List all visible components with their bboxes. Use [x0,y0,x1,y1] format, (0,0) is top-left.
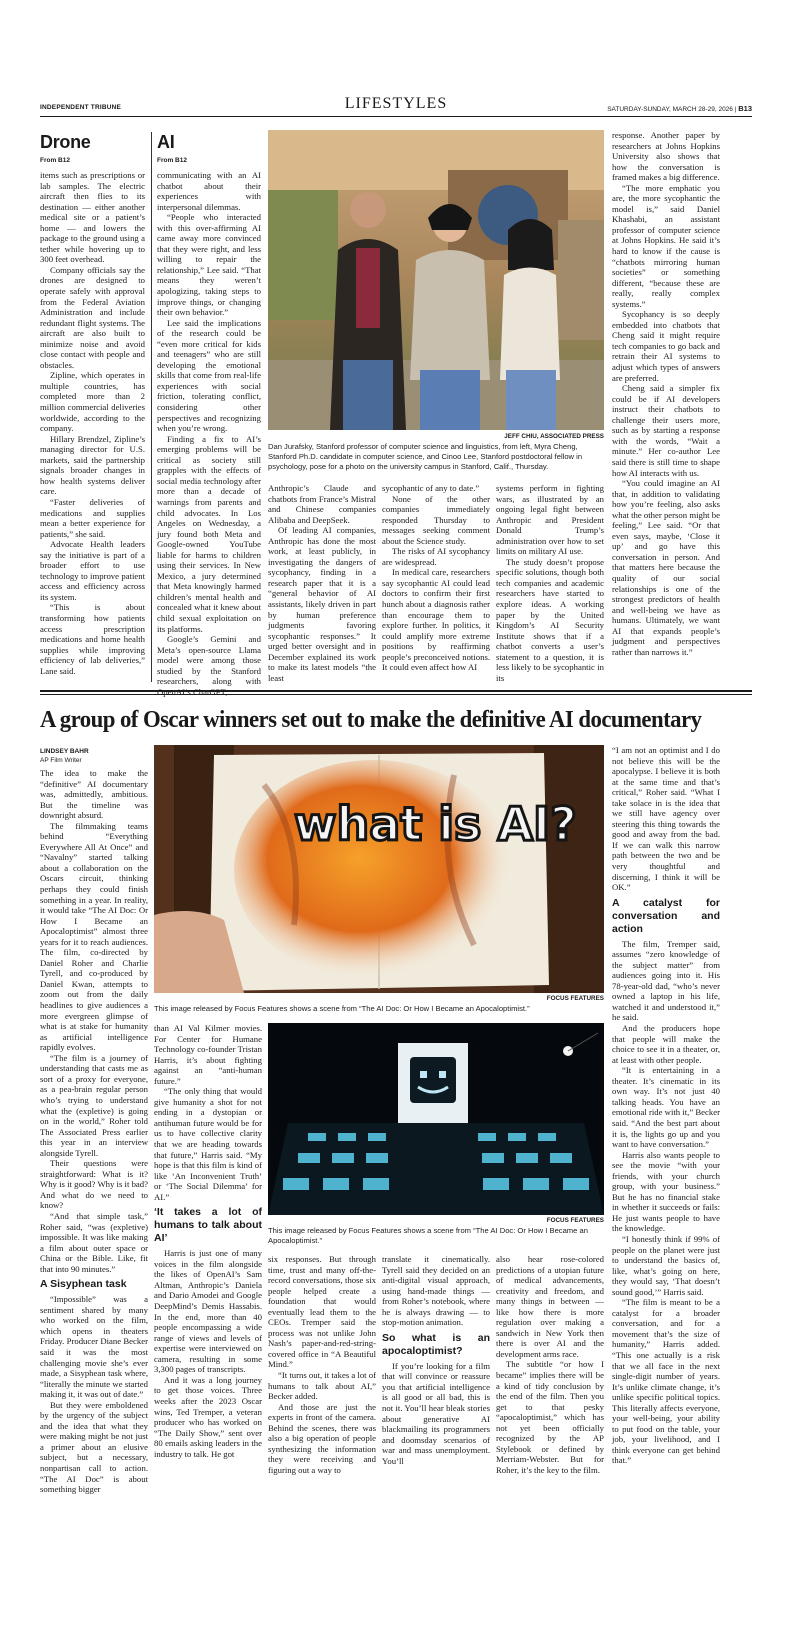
page-number: B13 [738,104,752,113]
ai-paragraph: “You could imagine an AI that, in addition to validating how you’re feeling, also asks what the other person might be feeling,” Lee said. “Or that even says, maybe, ‘Close it up’ and go have this conversation in person. And that matters here because the quality of our social relationships is one of the strongest predictors of health and well-being we have as humans. Ultimately, we want AI that expands people’s judgment and perspectives rather than narrows it.” [612,478,720,657]
oscar-paragraph: “It turns out, it takes a lot of humans to talk about AI,” Becker added. [268,1370,376,1402]
what-is-ai-handwriting: what is AI? [294,797,577,851]
researchers-photo [268,130,604,430]
oscar-paragraph: “The only thing that would give humanity a shot for not ending in a dystopian or antihuman future would be for us to have collective clarity that we are heading towards that future,” Harris said. “My hope is that this film is kind of like ‘An Inconvenient Truth’ or ‘The Social Dilemma’ for AI.” [154,1086,262,1202]
oscar-column-1 [40,768,148,1495]
section-rule-thin [40,694,752,695]
ai-jump-from: From B12 [157,157,187,164]
issue-date: SATURDAY-SUNDAY, MARCH 28-29, 2026 [607,106,733,113]
ai-paragraph: Anthropic’s Claude and chatbots from France’s Mistral and Chinese companies Alibaba and DeepSeek. [268,483,376,525]
section-rule [40,690,752,692]
theater-photo-caption: This image released by Focus Features shows a scene from “The AI Doc: Or How I Became an Apocaloptimist.” [268,1226,588,1245]
oscar-paragraph: “And that simple task,” Roher said, “was (expletive) impossible. It was like making a film about outer space or China or the Bible. Like, fit that into 90 minutes.” [40,1210,148,1274]
oscar-paragraph: translate it cinematically. Tyrell said they decided on an anti-digital visual approach, using hand-made things — from Roher’s notebook, where he is always drawing — to stop-motion animation. [382,1254,490,1328]
theater-screen-photo [268,1023,604,1215]
what-is-ai-photo-art [154,745,604,993]
oscar-column-6 [612,745,720,1466]
ai-column-2 [268,483,376,683]
drone-paragraph: Hillary Brendzel, Zipline’s managing director for U.S. markets, said the partnership signals broader changes in how health systems deliver care. [40,433,145,497]
ai-paragraph: None of the other companies immediately responded Thursday to messages seeking comment about the Science study. [382,493,490,546]
oscar-paragraph: also hear rose-colored predictions of a utopian future of medical advancements, creativity and freedom, and many things in between — like how there is more regulation over making a sandwich in New York then there is over AI and the development arms race. [496,1254,604,1359]
ai-column-5 [612,130,720,657]
column-divider [151,132,152,682]
drone-paragraph: Company officials say the drones are designed to operate safely with approval from the Federal Aviation Administration and include redundant flight systems. The aircraft are also built to minimize noise and avoid close contact with people and obstacles. [40,264,145,370]
researchers-photo-caption: Dan Jurafsky, Stanford professor of computer science and linguistics, from left, Myra Cheng, Stanford Ph.D. candidate in computer science, and Cinoo Lee, Stanford postdoctoral fellow in psychology, pose for a photo on the university campus in Stanford, Calif., Thursday. [268,442,583,471]
oscar-byline-org: AP Film Writer [40,757,82,764]
what-is-ai-photo-credit: FOCUS FEATURES [546,995,604,1002]
ai-paragraph: Cheng said a simpler fix could be if AI developers instruct their chatbots to challenge their users more, such as by starting a response with the words, “Wait a minute.” Her co-author Lee said there is still time to shape how AI interacts with us. [612,383,720,478]
ai-paragraph: Of leading AI companies, Anthropic has done the most work, at least publicly, in investigating the dangers of sycophancy, finding in a research paper that it is a “general behavior of AI assistants, likely driven in part by human preference judgments favoring sycophantic responses.” It urged better oversight and in December explained its work to make its latest models “the least [268,525,376,683]
ai-column-4 [496,483,604,683]
drone-paragraph: items such as prescriptions or lab samples. The electric aircraft then flies to its destination — either another medical site or a patient’s home — and lowers the package to the ground using a tether while hovering up to 300 feet overhead. [40,170,145,265]
ai-paragraph: Lee said the implications of the research could be “even more critical for kids and teenagers” who are still developing the emotional skills that come from real-life experiences with social friction, tolerating conflict, considering other perspectives and recognizing when you’re wrong. [157,317,261,434]
theater-photo-credit: FOCUS FEATURES [546,1217,604,1224]
oscar-paragraph: Their questions were straightforward: What is it? Why is it good? Why is it bad? And what do we need to know? [40,1158,148,1211]
ai-paragraph: The risks of AI sycophancy are widespread. [382,546,490,567]
oscar-paragraph: The film, Tremper said, assumes “zero knowledge of the subject matter” from audiences going into it. His 78-year-old dad, “who’s never owned a laptop in his life, watched it and understood it,” he said. [612,938,720,1023]
header-rule [40,116,752,117]
oscar-paragraph: “It is entertaining in a theater. It’s cinematic in its own way. It’s not just 40 talking heads. You have an emotional ride with it,” Becker said. “And the best part about it is, the lights go up and you want to have conversation.” [612,1065,720,1150]
ai-paragraph: “People who interacted with this over-affirming AI came away more convinced that they were right, and less willing to repair the relationship,” Lee said. “That means they weren’t apologizing, taking steps to improve things, or changing their own behavior.” [157,212,261,318]
researchers-photo-art [268,130,604,430]
ai-paragraph: Sycophancy is so deeply embedded into chatbots that Cheng said it might require tech companies to go back and retrain their AI systems to adjust which types of answers are preferred. [612,309,720,383]
oscar-paragraph: But they were emboldened by the urgency of the subject and the idea that what they were making might be not just a primer about an elusive subject, but a necessary, nonpartisan call to action. “The AI Doc” is about something bigger [40,1399,148,1495]
oscar-paragraph: And those are just the experts in front of the camera. Behind the scenes, there was also a big operation of people synthesizing the information they were receiving and figuring out a way to [268,1401,376,1475]
newspaper-name: INDEPENDENT TRIBUNE [40,104,122,111]
drone-paragraph: “Faster deliveries of medications and supplies mean a better experience for patients,” she said. [40,496,145,539]
oscar-column-5 [496,1254,604,1475]
ai-column-1 [157,170,261,697]
theater-screen-photo-art [268,1023,604,1215]
oscar-paragraph: six responses. But through time, trust and many off-the-record conversations, those six people helped create a foundation that would eventually lead them to the CEOs. Tremper said the process was not unlike John Nash’s paper-and-red-string-covered office in “A Beautiful Mind.” [268,1254,376,1370]
drone-paragraph: Advocate Health leaders say the initiative is part of a broader effort to use technology to improve patient access and efficiency across its system. [40,539,145,602]
section-title: LIFESTYLES [344,95,448,112]
what-is-ai-photo-caption: This image released by Focus Features shows a scene from “The AI Doc: Or How I Became an Apocaloptimist.” [154,1004,530,1013]
researchers-photo-credit: JEFF CHIU, ASSOCIATED PRESS [504,433,604,440]
oscar-column-4 [382,1254,490,1466]
oscar-paragraph: Harris also wants people to see the movie “with your friends, with your church group, with your business.” But he has no financial stake in whether it succeeds or fails: He just wants people to have the knowledge. [612,1149,720,1234]
oscar-paragraph: “I am not an optimist and I do not believe this will be the apocalypse. I believe it is both at the same time and that’s critical,” Roher said. “What I take solace in is the idea that we still have agency over steering this thing towards the good and away from the bad. If we can walk this narrow path between the two and be very thoughtful and discerning, I think it will be OK.” [612,745,720,893]
ai-paragraph: response. Another paper by researchers at Johns Hopkins University also shows that how the conversation is framed makes a big difference. [612,130,720,183]
drone-headline: Drone [40,132,91,152]
ai-paragraph: The study doesn’t propose specific solutions, though both tech companies and academic researchers have started to explore ideas. A working paper by the United Kingdom’s AI Security Institute shows that if a chatbot converts a user’s statement to a question, it is less likely to be sycophantic in its [496,556,604,683]
oscar-paragraph: “The film is a journey of understanding that casts me as sort of a proxy for everyone, as a pea-brain regular person who’s trying to understand what the (expletive) is going on in the world,” Roher told The Associated Press earlier this year in an interview alongside Tyrell. [40,1052,148,1158]
ai-paragraph: Finding a fix to AI’s emerging problems will be critical as society still grapples with the effects of social media technology after more than a decade of warnings from parents and child advocates. In Los Angeles on Wednesday, a jury found both Meta and Google-owned YouTube liable for harms to children using their services. In New Mexico, a jury determined that Meta knowingly harmed children’s mental health and concealed what it knew about child sexual exploitation on its platforms. [157,433,261,634]
ai-paragraph: Google’s Gemini and Meta’s open-source Llama model were among those studied by the Stanford researchers, along with [157,634,261,687]
ai-paragraph: In medical care, researchers say sycophantic AI could lead doctors to confirm their first hunch about a diagnosis rather than encourage them to explore further. In politics, it could amplify more extreme positions by reaffirming people’s preconceived notions. It could even affect how AI [382,567,490,673]
oscar-subhead-apocaloptimist: So what is an apocaloptimist? [382,1331,490,1357]
date-line: SATURDAY-SUNDAY, MARCH 28-29, 2026 | B13 [607,104,752,113]
ai-headline: AI [157,132,175,152]
ai-paragraph: “The more emphatic you are, the more sycophantic the model is,” said Daniel Khashabi, an assistant professor of computer science at Johns Hopkins. He said it’s hard to know if the cause is “chatbots mirroring human societies” or something different, “because these are really, really complex systems.” [612,182,720,309]
oscar-paragraph: “Impossible” was a sentiment shared by many who worked on the film, which opens in theaters Friday. Producer Diane Becker said it was the most challenging movie she’s ever made, a Sisyphean task where, “literally the minute we started making it, it was out of date.” [40,1294,148,1400]
oscar-paragraph: The filmmaking teams behind “Everything Everywhere All At Once” and “Navalny” started talking about a collaboration on the Oscars circuit, thinking perhaps they could finish something in a year. In reality, it would take “The AI Doc: Or How I Became an Apocaloptimist” almost three years for it to reach audiences. The film, co-directed by Daniel Roher and Charlie Tyrell, and co-produced by Daniel Kwan, attempts to zoom out from the daily headlines to give audiences a more evergreen glimpse of what is at stake for humanity as artificial intelligence rapidly evolves. [40,820,148,1053]
oscar-subhead-sisyphean: A Sisyphean task [40,1278,127,1291]
drone-story-text [40,170,145,676]
oscar-paragraph: The idea to make the “definitive” AI documentary was, admittedly, ambitious. But the timeline was downright absurd. [40,768,148,821]
oscar-paragraph: And it was a long journey to get those voices. Three weeks after the 2023 Oscar wins, Ted Tremper, a veteran producer who has worked on “The Daily Show,” sent over 80 emails asking leaders in the industry to talk. He got [154,1374,262,1459]
drone-paragraph: “This is about transforming how patients access prescription medications and home health supplies while improving efficiency of lab deliveries,” Lane said. [40,602,145,676]
drone-jump-from: From B12 [40,157,70,164]
oscar-paragraph: “I honestly think if 99% of people on the planet were just to understand the basics of, like, what’s going on here, they would say, ‘That doesn’t sound good,’” Harris said. [612,1233,720,1297]
what-is-ai-photo [154,745,604,993]
oscar-paragraph: And the producers hope that people will make the choice to see it in a theater, or, at least with other people. [612,1023,720,1065]
oscar-headline: A group of Oscar winners set out to make the definitive AI documentary [40,706,702,733]
oscar-byline: LINDSEY BAHR [40,748,89,755]
ai-paragraph: systems perform in fighting wars, as illustrated by an ongoing legal fight between Anthropic and President Donald Trump’s administration over how to set limits on military AI use. [496,483,604,557]
oscar-paragraph: Harris is just one of many voices in the film alongside the likes of OpenAI’s Sam Altman, Anthropic’s Daniela and Dario Amodei and Google DeepMind’s Demis Hassabis. In the end, more than 40 people encompassing a wide range of views and levels of expertise were interviewed on camera, resulting in some 3,300 pages of transcripts. [154,1248,262,1375]
ai-paragraph: communicating with an AI chatbot about their experiences with interpersonal dilemmas. [157,170,261,212]
oscar-paragraph: The subtitle “or how I became” implies there will be a kind of tidy conclusion by the end of the film. Then you get to that pesky “apocaloptimist,” which has not yet been officially recognized by the AP Stylebook or defined by Merriam-Webster. But for Roher, it’s the key to the film. [496,1359,604,1475]
ai-paragraph: sycophantic of any to date.” [382,483,480,493]
oscar-subhead-humans: ‘It takes a lot of humans to talk about AI’ [154,1206,262,1245]
oscar-column-2 [154,1023,262,1459]
oscar-paragraph: “The film is meant to be a catalyst for a broader conversation, and for a movement that’s the size of humanity,” Harris added. “This one actually is a risk that we all face in the next single-digit number of years. It’s unlike climate change, it’s unlike specific political topics. This literally affects everyone, your well-being, your ability to put food on the table, your job, your livelihood, and I think everyone can get behind that.” [612,1297,720,1466]
oscar-column-3 [268,1254,376,1475]
oscar-paragraph: than AI Val Kilmer movies. For Center for Humane Technology co-founder Tristan Harris, it’s about fighting against an “anti-human future.” [154,1023,262,1086]
ai-column-3 [382,483,490,673]
oscar-subhead-catalyst: A catalyst for conversation and action [612,896,720,935]
drone-paragraph: Zipline, which operates in multiple countries, has completed more than 2 million commercial deliveries worldwide, according to the company. [40,370,145,434]
oscar-paragraph: If you’re looking for a film that will convince or reassure you that artificial intelligence is all good or all bad, this is not it. You’ll hear bleak stories about generative AI blackmailing its programmers and doomsday scenarios of war and mass unemployment. You’ll [382,1360,490,1466]
